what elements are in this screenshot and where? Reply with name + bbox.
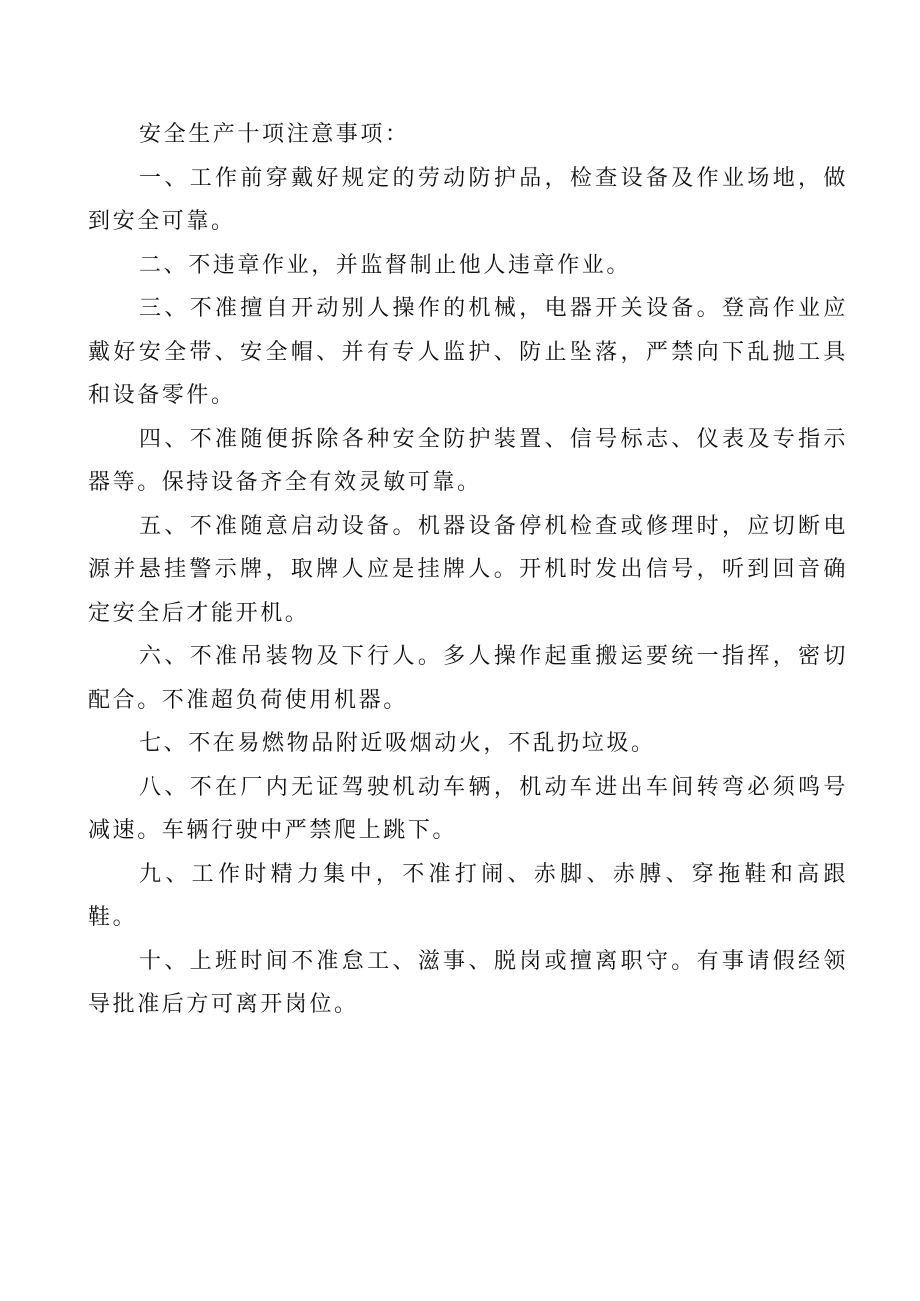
safety-item-10: 十、上班时间不准怠工、滋事、脱岗或擅离职守。有事请假经领导批准后方可离开岗位。 (88, 948, 848, 1017)
safety-item-6: 六、不准吊装物及下行人。多人操作起重搬运要统一指挥，密切配合。不准超负荷使用机器。 (88, 644, 848, 713)
safety-item-3: 三、不准擅自开动别人操作的机械，电器开关设备。登高作业应戴好安全带、安全帽、并有专人监护、防止坠落，严禁向下乱抛工具和设备零件。 (88, 296, 848, 408)
safety-item-5: 五、不准随意启动设备。机器设备停机检查或修理时，应切断电源并悬挂警示牌，取牌人应是挂牌人。开机时发出信号，听到回音确定安全后才能开机。 (88, 513, 848, 626)
document-body (88, 113, 848, 1027)
safety-item-4: 四、不准随便拆除各种安全防护装置、信号标志、仪表及专指示器等。保持设备齐全有效灵敏可靠。 (88, 426, 848, 495)
safety-item-2: 二、不违章作业，并监督制止他人违章作业。 (139, 252, 632, 278)
safety-item-9: 九、工作时精力集中，不准打闹、赤脚、赤膊、穿拖鞋和高跟鞋。 (88, 861, 848, 930)
safety-item-7: 七、不在易燃物品附近吸烟动火，不乱扔垃圾。 (139, 731, 656, 756)
safety-item-1: 一、工作前穿戴好规定的劳动防护品，检查设备及作业场地，做到安全可靠。 (88, 165, 848, 234)
document-heading: 安全生产十项注意事项： (139, 122, 410, 147)
safety-item-8: 八、不在厂内无证驾驶机动车辆，机动车进出车间转弯必须鸣号减速。车辆行驶中严禁爬上跳下。 (88, 774, 848, 843)
